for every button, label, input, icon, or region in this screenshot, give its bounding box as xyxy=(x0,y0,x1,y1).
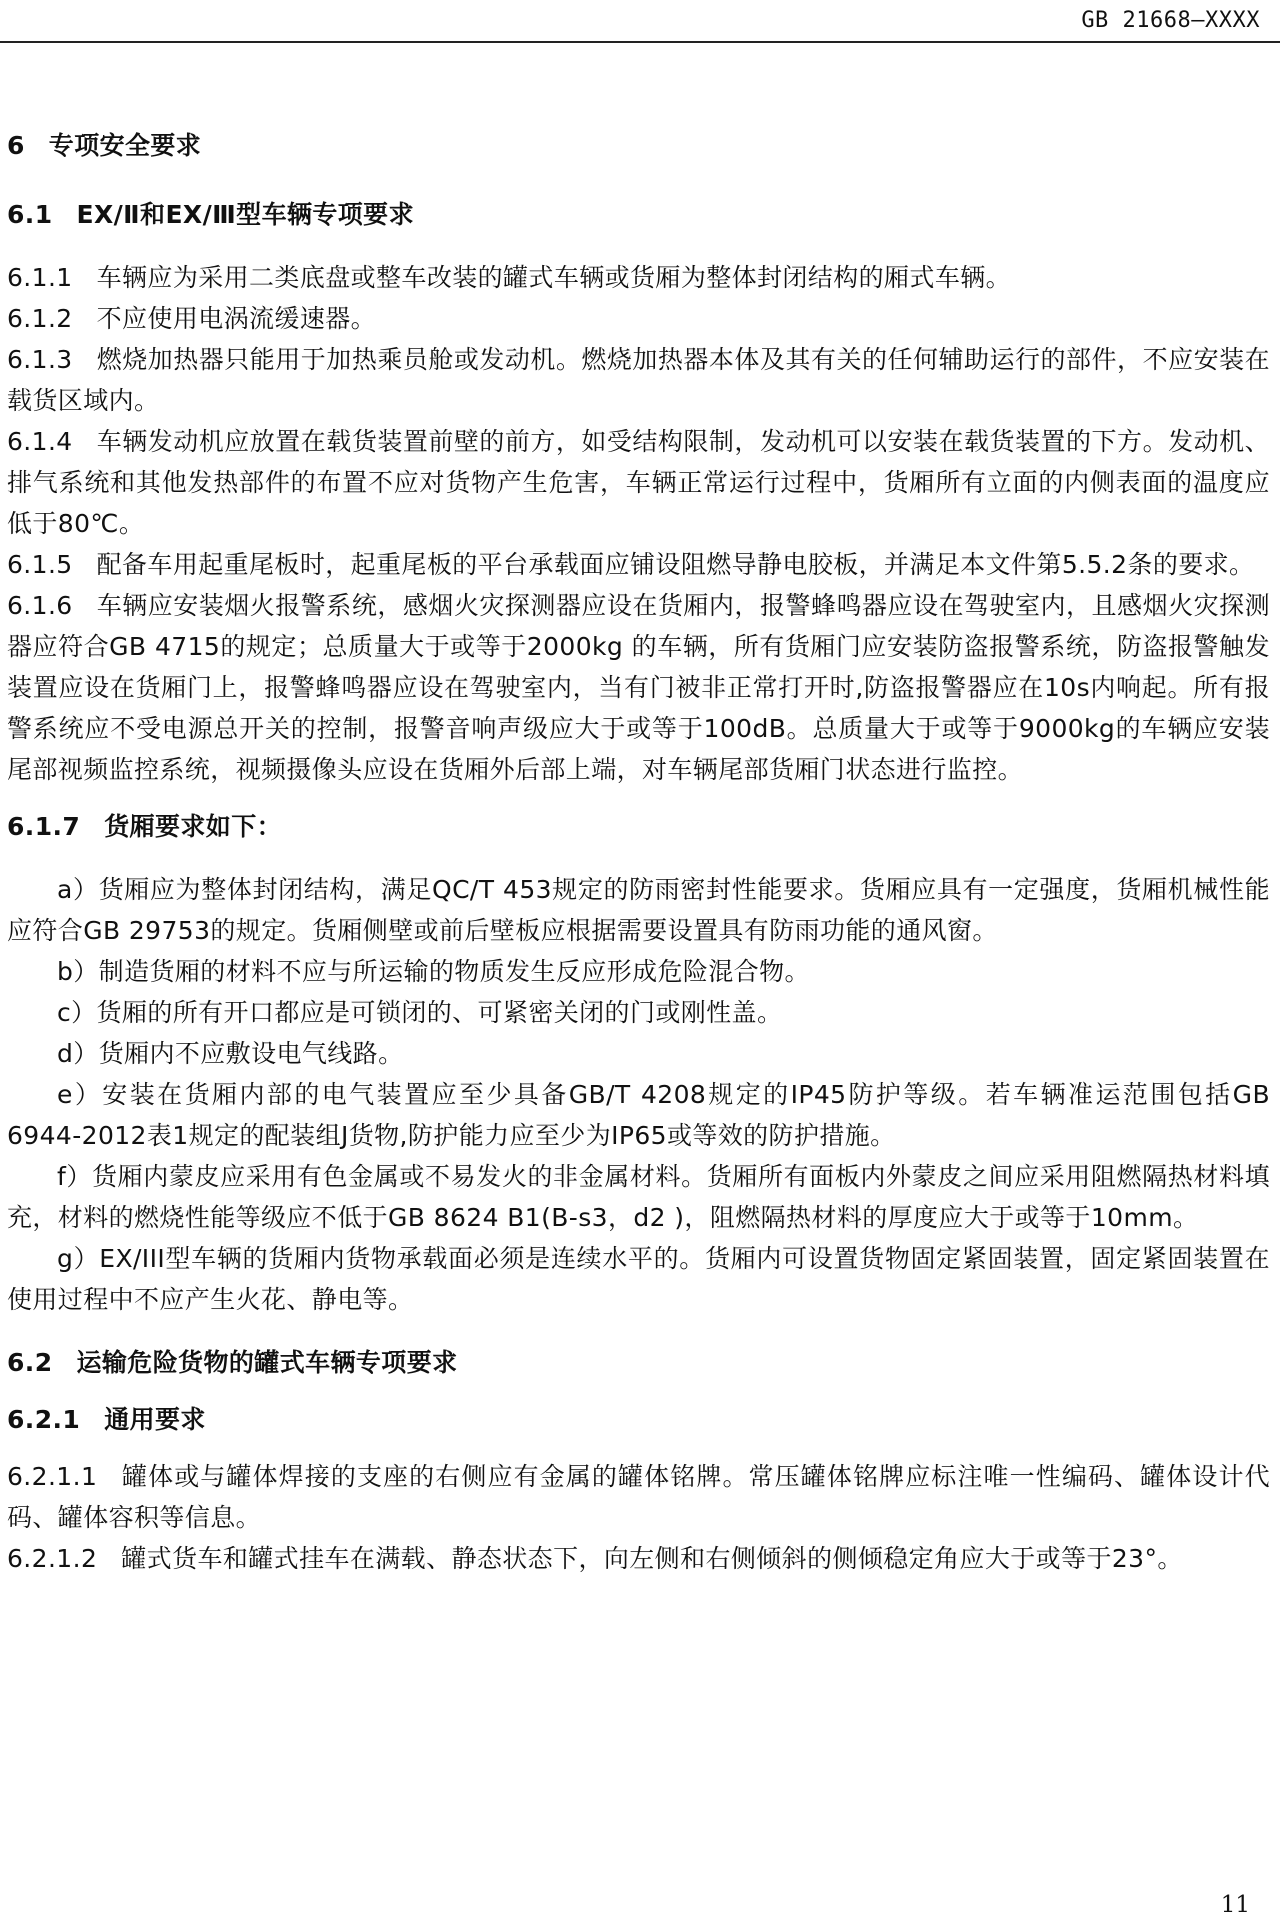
clause-6-1-4 xyxy=(7,421,1270,544)
section-6-2-1-heading xyxy=(7,1399,1270,1440)
clause-number: 6.2.1.2 xyxy=(7,1544,98,1573)
section-6-2-heading xyxy=(7,1342,1270,1383)
clause-number: 6.2.1.1 xyxy=(7,1462,98,1491)
clause-6-2-1-1 xyxy=(7,1456,1270,1538)
clause-text: 罐式货车和罐式挂车在满载、静态状态下，向左侧和右侧倾斜的侧倾稳定角应大于或等于23°。 xyxy=(121,1544,1183,1573)
clause-number: 6.1.1 xyxy=(7,263,73,292)
section-number: 6.2 xyxy=(7,1348,53,1377)
clause-6-1-3 xyxy=(7,339,1270,421)
section-title: 运输危险货物的罐式车辆专项要求 xyxy=(76,1348,458,1377)
section-title: 专项安全要求 xyxy=(48,131,202,160)
clause-number: 6.1.5 xyxy=(7,550,73,579)
list-item-d: d）货厢内不应敷设电气线路。 xyxy=(57,1039,404,1068)
clause-title: 货厢要求如下： xyxy=(104,812,282,841)
clause-text: 车辆应为采用二类底盘或整车改装的罐式车辆或货厢为整体封闭结构的厢式车辆。 xyxy=(96,263,1012,292)
clause-6-1-6 xyxy=(7,585,1270,790)
list-item-a: a）货厢应为整体封闭结构，满足QC/T 453规定的防雨密封性能要求。货厢应具有一定强度，货厢机械性能应符合GB 29753的规定。货厢侧壁或前后壁板应根据需要设置具有防雨功能的通风窗。 xyxy=(7,875,1270,945)
clause-text: 配备车用起重尾板时，起重尾板的平台承载面应铺设阻燃导静电胶板，并满足本文件第5.5.2条的要求。 xyxy=(96,550,1255,579)
clause-6-1-2 xyxy=(7,298,1270,339)
document-body xyxy=(7,125,1270,1579)
section-title: 通用要求 xyxy=(104,1405,206,1434)
clause-number: 6.1.2 xyxy=(7,304,73,333)
clause-text: 车辆发动机应放置在载货装置前壁的前方，如受结构限制，发动机可以安装在载货装置的下方。发动机、排气系统和其他发热部件的布置不应对货物产生危害，车辆正常运行过程中，货厢所有立面的内侧表面的温度应低于80℃。 xyxy=(7,427,1270,538)
header-rule xyxy=(0,41,1280,43)
clause-number: 6.1.4 xyxy=(7,427,73,456)
page-number: 11 xyxy=(1220,1892,1250,1918)
standard-code-header: GB 21668—XXXX xyxy=(1081,8,1260,33)
clause-6-1-5 xyxy=(7,544,1270,585)
clause-6-1-1 xyxy=(7,257,1270,298)
list-item-g: g）EX/III型车辆的货厢内货物承载面必须是连续水平的。货厢内可设置货物固定紧固装置，固定紧固装置在使用过程中不应产生火花、静电等。 xyxy=(7,1244,1270,1314)
section-number: 6.2.1 xyxy=(7,1405,81,1434)
list-item-f: f）货厢内蒙皮应采用有色金属或不易发火的非金属材料。货厢所有面板内外蒙皮之间应采用阻燃隔热材料填充，材料的燃烧性能等级应不低于GB 8624 B1(B-s3，d2 )，阻燃隔热材料的厚度应大于或等于10mm。 xyxy=(7,1162,1270,1232)
clause-text: 罐体或与罐体焊接的支座的右侧应有金属的罐体铭牌。常压罐体铭牌应标注唯一性编码、罐体设计代码、罐体容积等信息。 xyxy=(7,1462,1270,1532)
section-6-heading xyxy=(7,125,1270,166)
list-item-b: b）制造货厢的材料不应与所运输的物质发生反应形成危险混合物。 xyxy=(57,957,810,986)
section-number: 6 xyxy=(7,131,25,160)
list-item-e: e）安装在货厢内部的电气装置应至少具备GB/T 4208规定的IP45防护等级。若车辆准运范围包括GB 6944-2012表1规定的配装组J货物,防护能力应至少为IP65或等效的防护措施。 xyxy=(7,1080,1270,1150)
clause-6-1-7-heading xyxy=(7,806,1270,847)
section-number: 6.1 xyxy=(7,200,53,229)
section-6-1-heading xyxy=(7,194,1270,235)
list-item-c: c）货厢的所有开口都应是可锁闭的、可紧密关闭的门或刚性盖。 xyxy=(57,998,783,1027)
clause-number: 6.1.6 xyxy=(7,591,73,620)
clause-6-2-1-2 xyxy=(7,1538,1270,1579)
clause-text: 车辆应安装烟火报警系统，感烟火灾探测器应设在货厢内，报警蜂鸣器应设在驾驶室内，且感烟火灾探测器应符合GB 4715的规定；总质量大于或等于2000kg 的车辆，所有货厢门应安装防盗报警系统，防盗报警触发装置应设在货厢门上，报警蜂鸣器应设在驾驶室内，当有门被非正常打开时,防盗报警器应在10s内响起。所有报警系统应不受电源总开关的控制，报警音响声级应大于或等于100dB。总质量大于或等于9000kg的车辆应安装尾部视频监控系统，视频摄像头应设在货厢外后部上端，对车辆尾部货厢门状态进行监控。 xyxy=(7,591,1270,784)
section-title: EX/Ⅱ和EX/Ⅲ型车辆专项要求 xyxy=(76,200,414,229)
clause-number: 6.1.7 xyxy=(7,812,81,841)
clause-text: 不应使用电涡流缓速器。 xyxy=(96,304,377,333)
clause-number: 6.1.3 xyxy=(7,345,73,374)
clause-text: 燃烧加热器只能用于加热乘员舱或发动机。燃烧加热器本体及其有关的任何辅助运行的部件，不应安装在载货区域内。 xyxy=(7,345,1270,415)
